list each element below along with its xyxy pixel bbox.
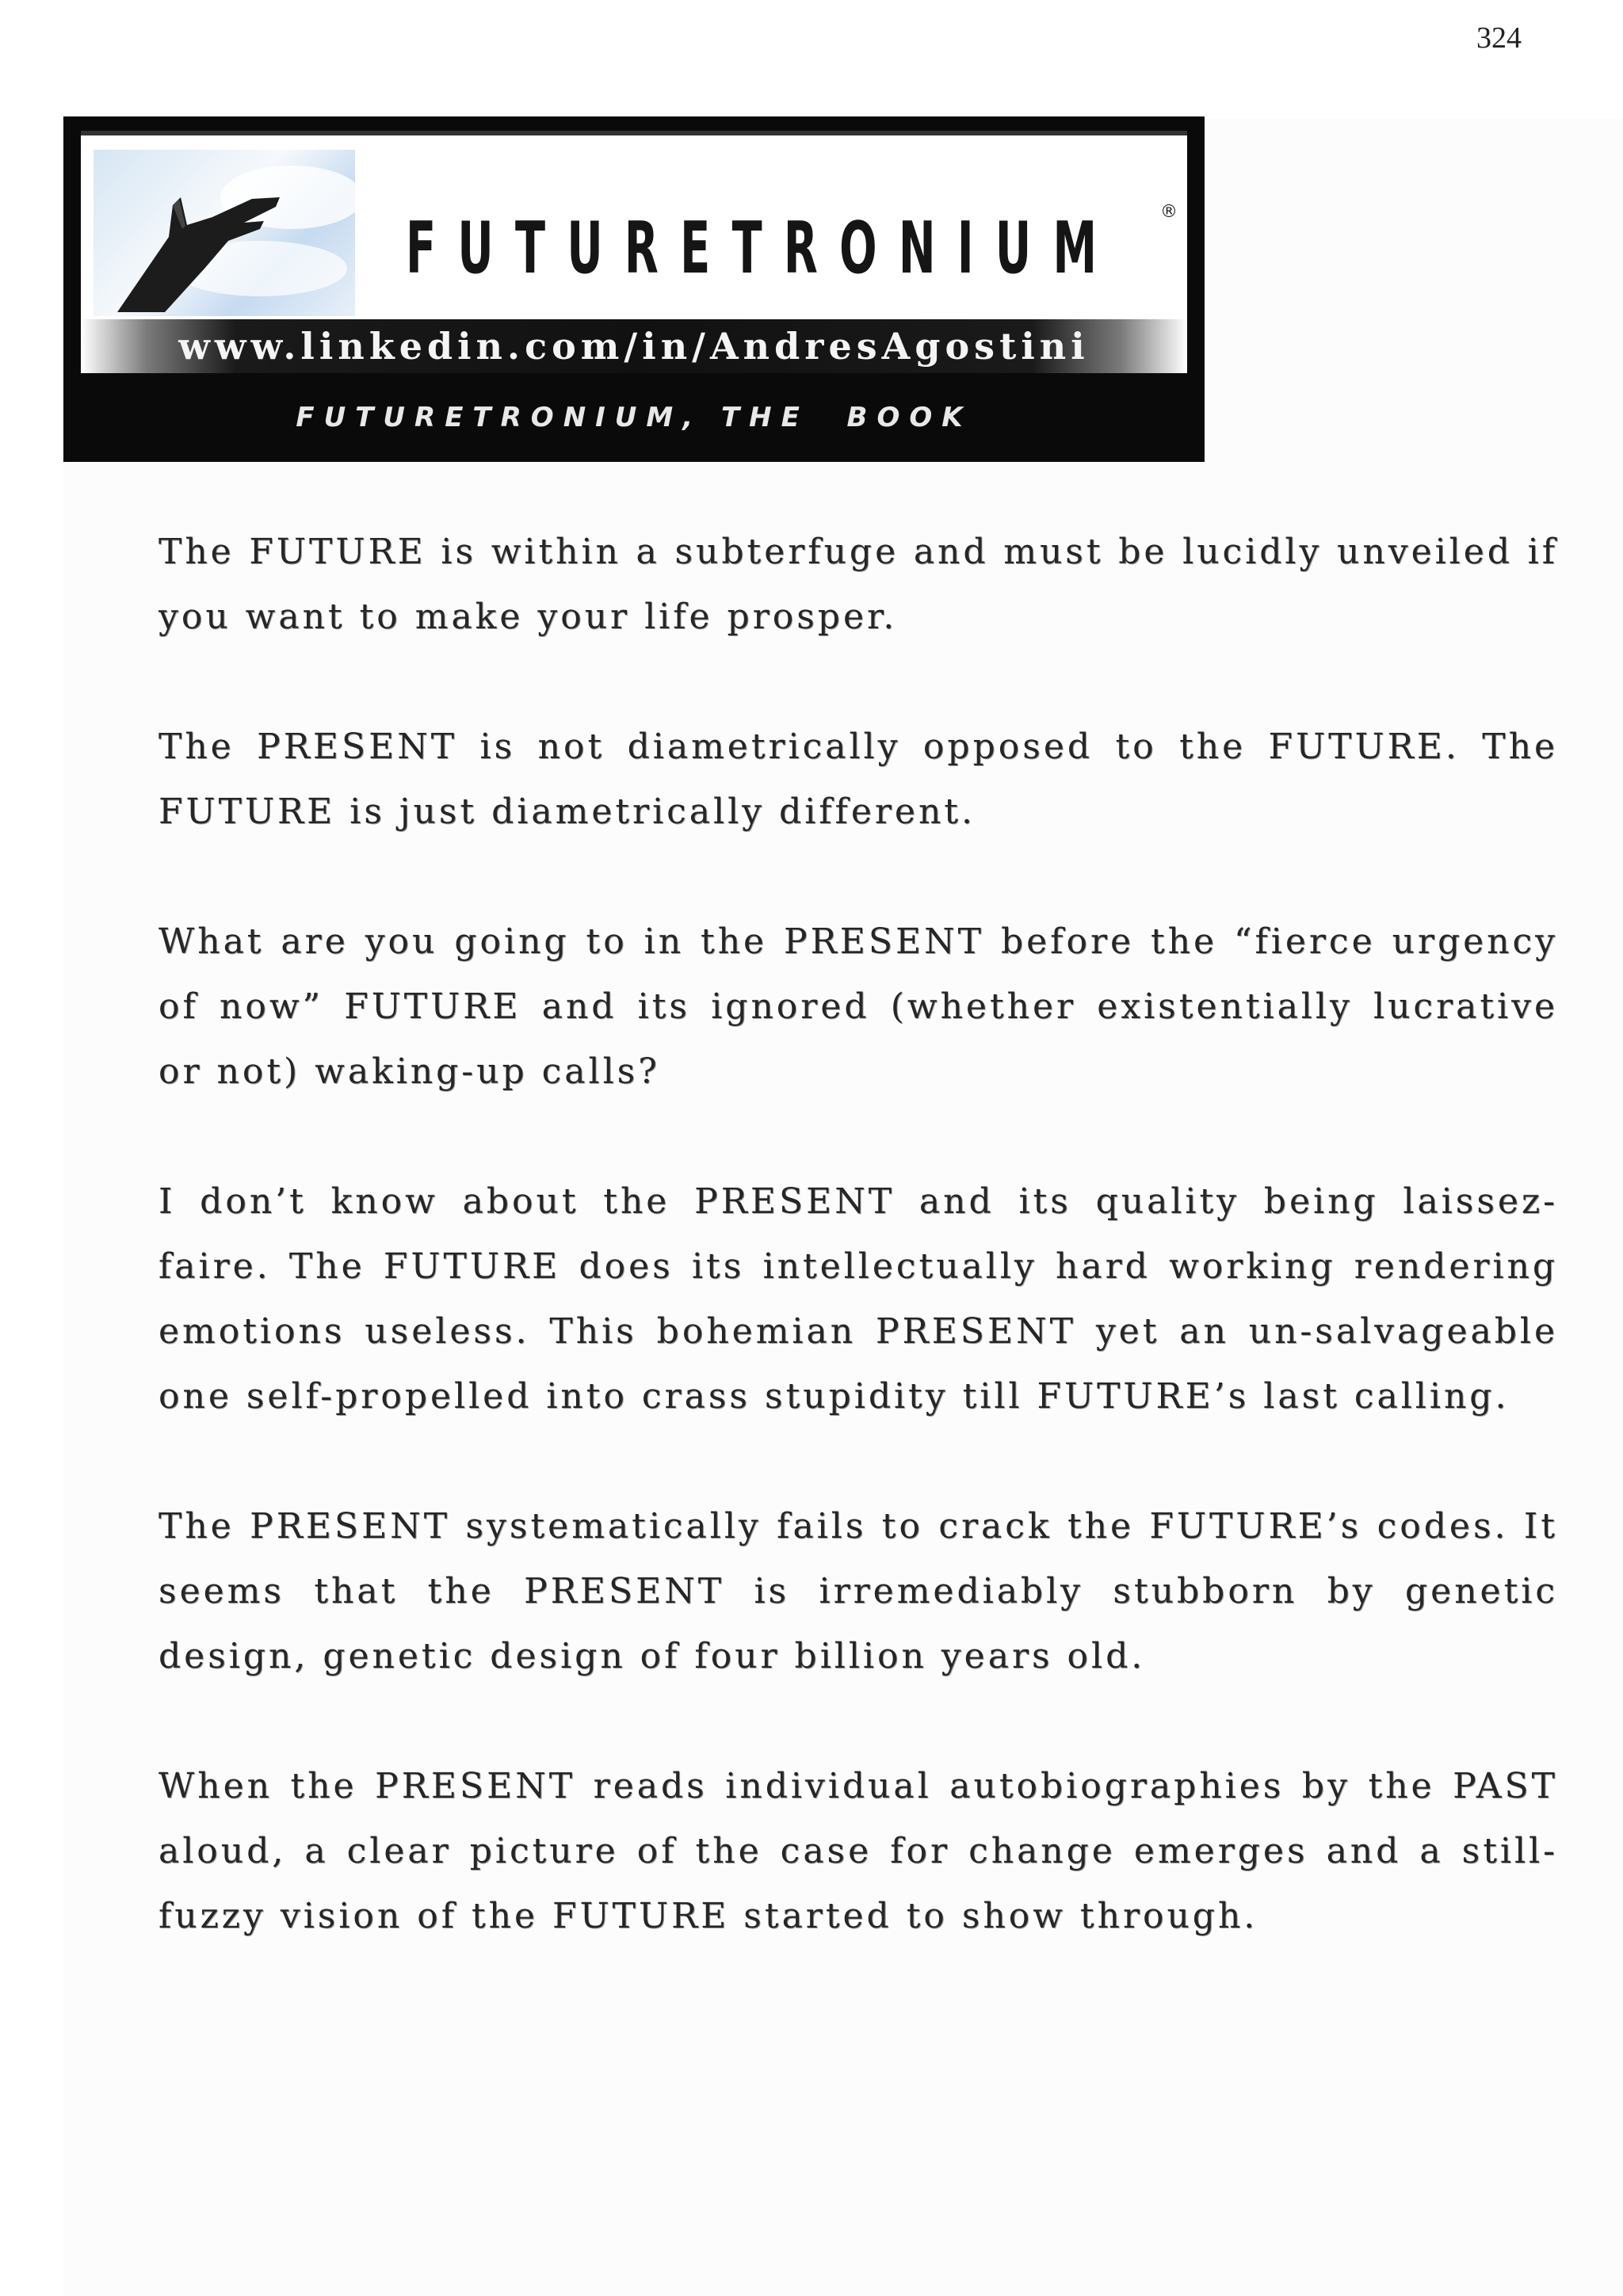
- paragraph: When the PRESENT reads individual autobiographies by the PAST aloud, a clear picture of the case for change emerges and a still-fuzzy vision of the FUTURE started to show through.: [158, 1766, 1558, 1936]
- paragraph: The FUTURE is within a subterfuge and must be lucidly unveiled if you want to make your life prosper.: [158, 532, 1558, 637]
- banner-title: FUTURETRONIUM: [406, 207, 1119, 290]
- paragraph: The PRESENT systematically fails to crack the FUTURE’s codes. It seems that the PRESENT is irremediably stubborn by genetic design, genetic design of four billion years old.: [158, 1506, 1558, 1676]
- body-text: [158, 520, 1558, 2014]
- banner-url: www.linkedin.com/in/AndresAgostini: [178, 325, 1090, 368]
- book-banner: [63, 116, 1205, 462]
- registered-mark: ®: [1160, 202, 1178, 222]
- page-number: 324: [1476, 21, 1522, 55]
- banner-subtitle: FUTURETRONIUM, THE BOOK: [296, 402, 972, 433]
- paragraph: The PRESENT is not diametrically opposed to the FUTURE. The FUTURE is just diametrically different.: [158, 727, 1558, 832]
- paragraph: What are you going to in the PRESENT before the “fierce urgency of now” FUTURE and its ignored (whether existentially lucrative or not) waking-up calls?: [158, 921, 1558, 1092]
- banner-url-bar: [81, 319, 1187, 373]
- paragraph: I don’t know about the PRESENT and its quality being laissez-faire. The FUTURE does its intellectually hard working rendering emotions useless. This bohemian PRESENT yet an un-salvageable one self-propelled into crass stupidity till FUTURE’s last calling.: [158, 1181, 1558, 1417]
- hand-reaching-sky-icon: [94, 150, 355, 316]
- banner-top-panel: [81, 131, 1187, 373]
